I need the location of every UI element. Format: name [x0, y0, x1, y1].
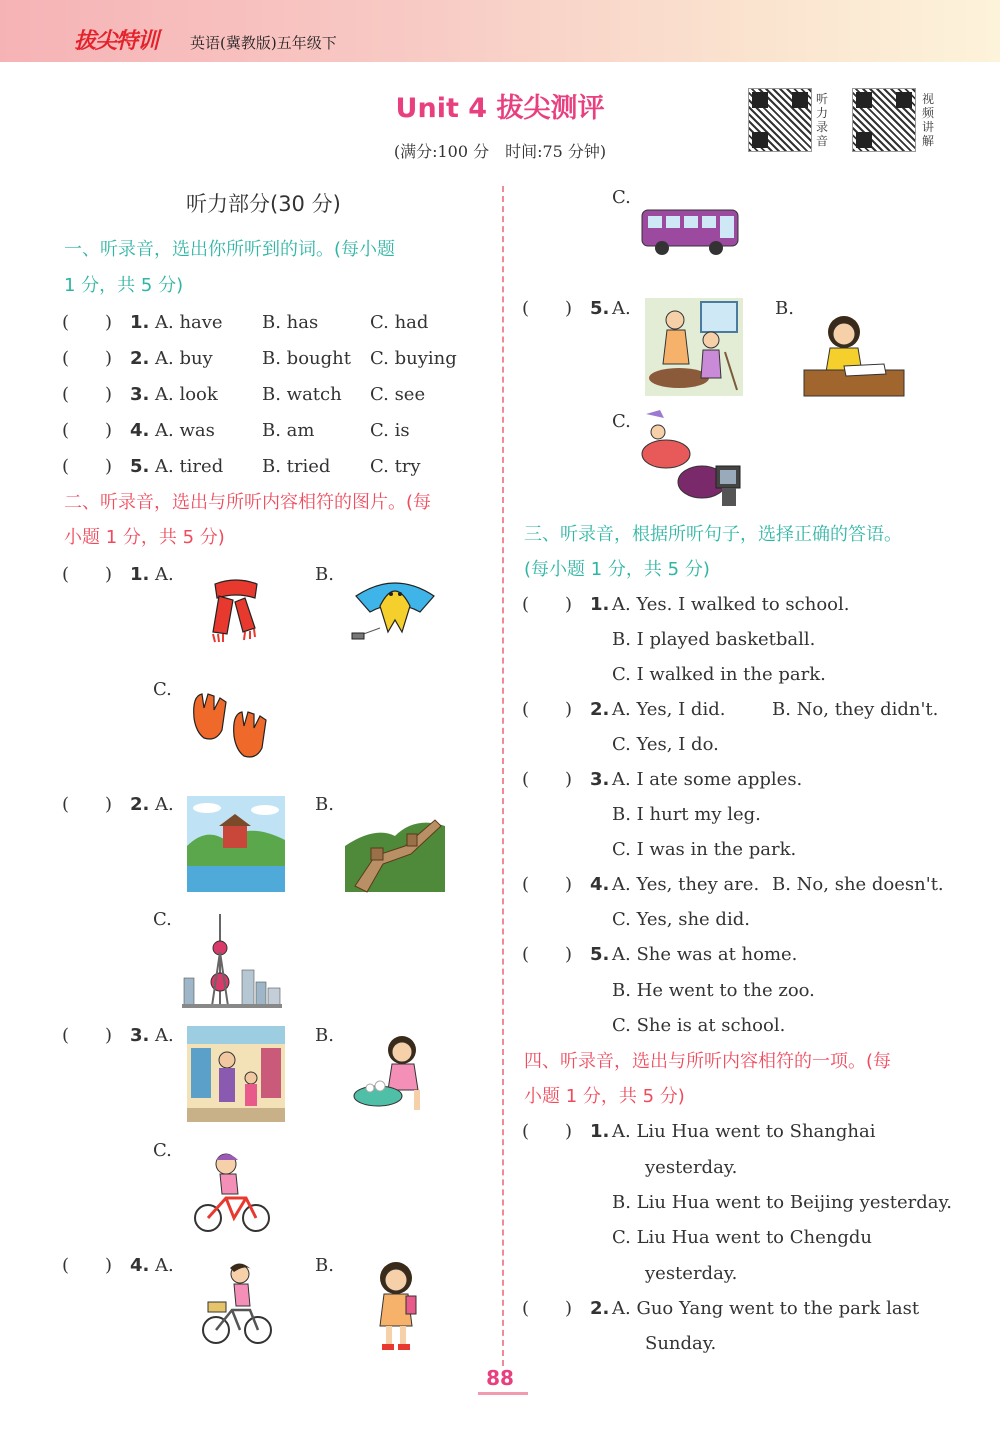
- question-number: 2.: [590, 699, 610, 720]
- page-number-underline: [478, 1392, 528, 1395]
- question-number: 2.: [130, 794, 150, 815]
- question-number: 5.: [130, 456, 150, 477]
- west-lake-picture: [187, 796, 285, 892]
- option-c: C. I was in the park.: [612, 839, 797, 860]
- option-b: B. am: [262, 420, 315, 441]
- score-time: (满分:100 分 时间:75 分钟): [393, 142, 607, 161]
- option-a-label: A.: [155, 1255, 174, 1276]
- option-a: A. Yes, they are.: [612, 874, 760, 895]
- question-number: 3.: [130, 384, 150, 405]
- section3-heading: 三、听录音，根据所听句子，选择正确的答语。: [524, 524, 902, 545]
- question-number: 4.: [590, 874, 610, 895]
- shopping-picture: [187, 1026, 285, 1122]
- audio-qr-code[interactable]: [748, 88, 812, 152]
- section2-heading: 二、听录音，选出与所听内容相符的图片。(每: [64, 492, 432, 513]
- answer-blank[interactable]: ( ): [522, 699, 573, 720]
- answer-blank[interactable]: ( ): [62, 456, 113, 477]
- answer-blank[interactable]: ( ): [522, 594, 573, 615]
- answer-blank[interactable]: ( ): [62, 1255, 113, 1276]
- option-c: C. had: [370, 312, 429, 333]
- answer-blank[interactable]: ( ): [62, 564, 113, 585]
- answer-blank[interactable]: ( ): [62, 420, 113, 441]
- option-a: A. Guo Yang went to the park last: [612, 1298, 920, 1319]
- answer-blank[interactable]: ( ): [522, 1121, 573, 1142]
- option-c-label: C.: [153, 679, 172, 700]
- riding-bike-picture: [190, 1150, 272, 1234]
- video-qr-code[interactable]: [852, 88, 916, 152]
- question-number: 1.: [130, 312, 150, 333]
- option-a-cont: yesterday.: [645, 1157, 738, 1178]
- option-b: B. He went to the zoo.: [612, 980, 815, 1001]
- audio-qr-label: 听力录音: [816, 92, 829, 148]
- option-b-label: B.: [315, 564, 334, 585]
- question-number: 3.: [590, 769, 610, 790]
- answer-blank[interactable]: ( ): [62, 794, 113, 815]
- option-c: C. Yes, she did.: [612, 909, 750, 930]
- option-a: A. was: [155, 420, 215, 441]
- question-number: 5.: [590, 298, 610, 319]
- answer-blank[interactable]: ( ): [522, 298, 573, 319]
- answer-blank[interactable]: ( ): [522, 874, 573, 895]
- section1-heading: 一、听录音，选出你所听到的词。(每小题: [64, 239, 396, 260]
- option-b-label: B.: [775, 298, 794, 319]
- section3-heading-cont: (每小题 1 分，共 5 分): [524, 559, 710, 580]
- answer-blank[interactable]: ( ): [62, 348, 113, 369]
- option-a-label: A.: [155, 1025, 174, 1046]
- column-divider: [502, 186, 504, 1366]
- girl-standing-picture: [368, 1260, 424, 1352]
- option-c: C. see: [370, 384, 426, 405]
- option-b-label: B.: [315, 794, 334, 815]
- option-c: C. is: [370, 420, 410, 441]
- option-a: A. Yes, I did.: [612, 699, 726, 720]
- scarf-picture: [205, 576, 267, 646]
- option-a-label: A.: [612, 298, 631, 319]
- book-info: 英语(冀教版)五年级下: [190, 34, 337, 52]
- cleaning-picture: [645, 298, 743, 396]
- option-c: C. I walked in the park.: [612, 664, 826, 685]
- question-number: 4.: [130, 420, 150, 441]
- option-a-cont: Sunday.: [645, 1333, 717, 1354]
- option-b: B. Liu Hua went to Beijing yesterday.: [612, 1192, 952, 1213]
- option-c: C. try: [370, 456, 421, 477]
- option-c-label: C.: [153, 1140, 172, 1161]
- oriental-pearl-tower-picture: [182, 912, 282, 1008]
- video-qr-label: 视频讲解: [922, 92, 935, 148]
- question-number: 1.: [590, 1121, 610, 1142]
- question-number: 3.: [130, 1025, 150, 1046]
- page-title: Unit 4 拔尖测评: [395, 93, 605, 124]
- option-c-label: C.: [612, 411, 631, 432]
- section2-heading-cont: 小题 1 分，共 5 分): [64, 527, 225, 548]
- question-number: 2.: [130, 348, 150, 369]
- option-b: B. watch: [262, 384, 342, 405]
- writing-picture: [804, 308, 904, 396]
- option-b: B. No, she doesn't.: [772, 874, 944, 895]
- answer-blank[interactable]: ( ): [522, 944, 573, 965]
- listening-title: 听力部分(30 分): [186, 192, 341, 216]
- option-b: B. I hurt my leg.: [612, 804, 761, 825]
- option-b: B. No, they didn't.: [772, 699, 939, 720]
- option-b: B. I played basketball.: [612, 629, 816, 650]
- question-number: 4.: [130, 1255, 150, 1276]
- girl-on-bike-picture: [200, 1262, 274, 1346]
- brand-logo: 拔尖特训: [74, 29, 159, 54]
- great-wall-picture: [345, 806, 445, 892]
- option-c-label: C.: [612, 187, 631, 208]
- section4-heading-cont: 小题 1 分，共 5 分): [524, 1086, 685, 1107]
- answer-blank[interactable]: ( ): [522, 1298, 573, 1319]
- gloves-picture: [188, 690, 276, 762]
- option-a: A. buy: [155, 348, 213, 369]
- section4-heading: 四、听录音，选出与所听内容相符的一项。(每: [524, 1051, 892, 1072]
- option-b: B. tried: [262, 456, 331, 477]
- option-c-label: C.: [153, 909, 172, 930]
- option-b-label: B.: [315, 1025, 334, 1046]
- page-number: 88: [486, 1366, 514, 1390]
- watching-tv-picture: [640, 410, 744, 508]
- answer-blank[interactable]: ( ): [62, 1025, 113, 1046]
- option-b: B. has: [262, 312, 319, 333]
- option-a: A. I ate some apples.: [612, 769, 803, 790]
- washing-clothes-picture: [352, 1030, 436, 1114]
- question-number: 1.: [590, 594, 610, 615]
- section1-heading-cont: 1 分，共 5 分): [64, 275, 184, 296]
- option-a-label: A.: [155, 794, 174, 815]
- option-c: C. buying: [370, 348, 457, 369]
- answer-blank[interactable]: ( ): [522, 769, 573, 790]
- option-c: C. Yes, I do.: [612, 734, 719, 755]
- option-a: A. have: [155, 312, 223, 333]
- option-a-label: A.: [155, 564, 174, 585]
- question-number: 5.: [590, 944, 610, 965]
- option-a: A. tired: [155, 456, 224, 477]
- kite-picture: [350, 576, 440, 642]
- question-number: 1.: [130, 564, 150, 585]
- option-c: C. Liu Hua went to Chengdu: [612, 1227, 872, 1248]
- answer-blank[interactable]: ( ): [62, 312, 113, 333]
- option-b: B. bought: [262, 348, 351, 369]
- question-number: 2.: [590, 1298, 610, 1319]
- option-b-label: B.: [315, 1255, 334, 1276]
- answer-blank[interactable]: ( ): [62, 384, 113, 405]
- bus-picture: [640, 206, 740, 256]
- option-c: C. She is at school.: [612, 1015, 786, 1036]
- option-a: A. Yes. I walked to school.: [612, 594, 850, 615]
- option-a: A. She was at home.: [612, 944, 798, 965]
- option-a: A. Liu Hua went to Shanghai: [612, 1121, 876, 1142]
- option-c-cont: yesterday.: [645, 1263, 738, 1284]
- option-a: A. look: [155, 384, 218, 405]
